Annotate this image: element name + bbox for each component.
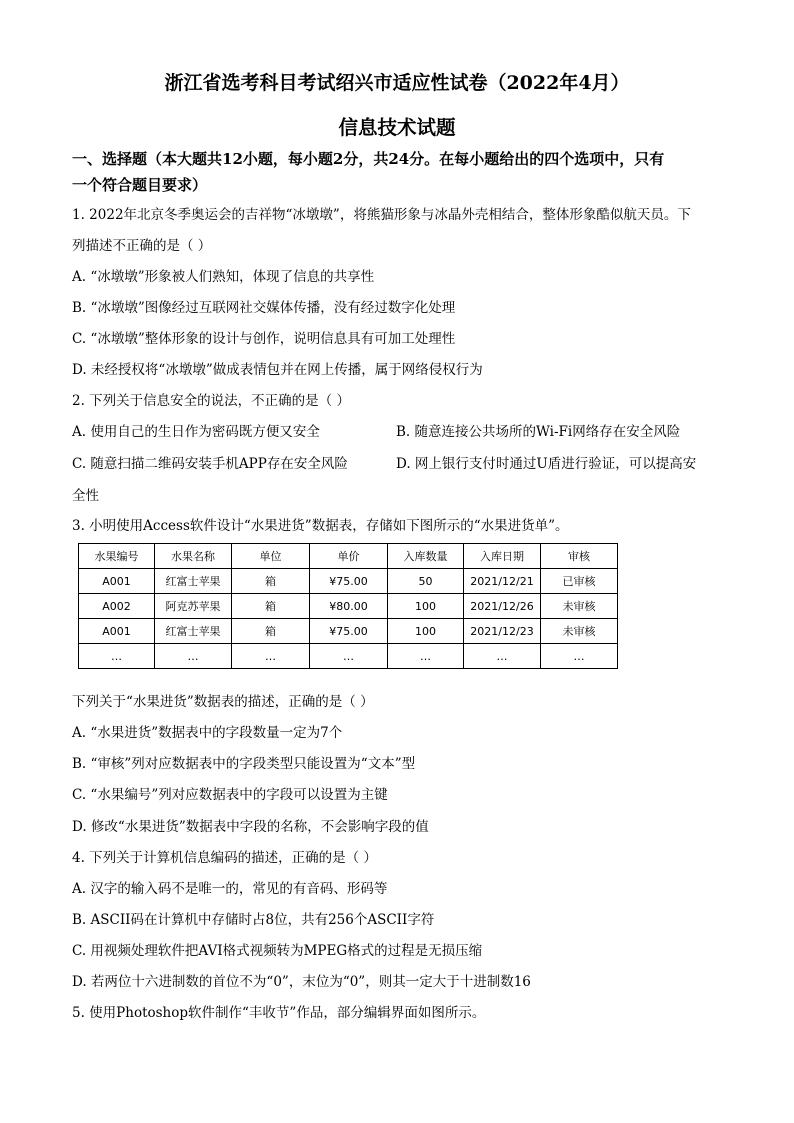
q1-option-b: B. “冰墩墩”图像经过互联网社交媒体传播，没有经过数字化处理 (72, 300, 456, 316)
table-cell: 箱 (232, 569, 310, 594)
q3-option-c: C. “水果编号”列对应数据表中的字段可以设置为主键 (72, 787, 388, 803)
table-header-cell: 水果编号 (79, 544, 155, 569)
section-heading-line1: 一、选择题（本大题共12小题，每小题2分，共24分。在每小题给出的四个选项中，只有 (72, 150, 665, 168)
table-cell: 红富士苹果 (155, 569, 232, 594)
q2-option-c: C. 随意扫描二维码安装手机APP存在安全风险 (72, 456, 348, 472)
table-cell: 红富士苹果 (155, 619, 232, 644)
q3-option-d: D. 修改“水果进货”数据表中字段的名称，不会影响字段的值 (72, 819, 429, 835)
table-cell: 已审核 (541, 569, 618, 594)
q2-option-d-cont: 全性 (72, 488, 99, 504)
table-cell: 阿克苏苹果 (155, 594, 232, 619)
q4-stem: 4. 下列关于计算机信息编码的描述，正确的是（ ） (72, 850, 377, 866)
table-cell: 箱 (232, 619, 310, 644)
table-cell: A001 (79, 619, 155, 644)
table-header-cell: 入库数量 (388, 544, 464, 569)
table-cell: … (310, 644, 388, 669)
q1-option-a: A. “冰墩墩”形象被人们熟知，体现了信息的共享性 (72, 269, 375, 285)
table-cell: ¥75.00 (310, 619, 388, 644)
table-cell: 2021/12/21 (464, 569, 541, 594)
table-cell: 未审核 (541, 594, 618, 619)
exam-subtitle: 信息技术试题 (338, 116, 456, 139)
q3-stem2: 下列关于“水果进货”数据表的描述，正确的是（ ） (72, 694, 374, 710)
table-cell: 箱 (232, 594, 310, 619)
table-cell: ¥75.00 (310, 569, 388, 594)
q4-option-d: D. 若两位十六进制数的首位不为“0”，末位为“0”，则其一定大于十进制数16 (72, 974, 531, 990)
q4-option-c: C. 用视频处理软件把AVI格式视频转为MPEG格式的过程是无损压缩 (72, 943, 483, 959)
q1-stem-line1: 1. 2022年北京冬季奥运会的吉祥物“冰墩墩”，将熊猫形象与冰晶外壳相结合，整体形象酷似航天员。下 (72, 207, 691, 223)
table-row (79, 594, 618, 619)
table-cell: 2021/12/23 (464, 619, 541, 644)
q1-option-d: D. 未经授权将“冰墩墩”做成表情包并在网上传播，属于网络侵权行为 (72, 362, 483, 378)
table-cell: … (541, 644, 618, 669)
q3-stem: 3. 小明使用Access软件设计“水果进货”数据表，存储如下图所示的“水果进货单”。 (72, 518, 569, 534)
table-cell: … (79, 644, 155, 669)
table-cell: 2021/12/26 (464, 594, 541, 619)
table-cell: … (232, 644, 310, 669)
table-row (79, 644, 618, 669)
q2-option-a: A. 使用自己的生日作为密码既方便又安全 (72, 424, 320, 440)
q2-stem: 2. 下列关于信息安全的说法，不正确的是（ ） (72, 393, 350, 409)
section-heading-line2: 一个符合题目要求） (72, 176, 208, 194)
table-cell: … (388, 644, 464, 669)
table-cell: 100 (388, 619, 464, 644)
q4-option-a: A. 汉字的输入码不是唯一的，常见的有音码、形码等 (72, 881, 388, 897)
table-cell: 未审核 (541, 619, 618, 644)
table-row (79, 569, 618, 594)
q4-option-b: B. ASCII码在计算机中存储时占8位，共有256个ASCII字符 (72, 912, 435, 928)
q3-option-a: A. “水果进货”数据表中的字段数量一定为7个 (72, 725, 343, 741)
table-row (79, 619, 618, 644)
exam-title: 浙江省选考科目考试绍兴市适应性试卷（2022年4月） (164, 72, 630, 94)
table-cell: 100 (388, 594, 464, 619)
fruit-purchase-table (78, 543, 618, 669)
q3-option-b: B. “审核”列对应数据表中的字段类型只能设置为“文本”型 (72, 756, 416, 772)
q1-option-c: C. “冰墩墩”整体形象的设计与创作，说明信息具有可加工处理性 (72, 331, 456, 347)
table-cell: ¥80.00 (310, 594, 388, 619)
table-header-cell: 单位 (232, 544, 310, 569)
q5-stem: 5. 使用Photoshop软件制作“丰收节”作品，部分编辑界面如图所示。 (72, 1005, 486, 1021)
table-header-cell: 单价 (310, 544, 388, 569)
table-cell: … (464, 644, 541, 669)
table-cell: A002 (79, 594, 155, 619)
table-cell: 50 (388, 569, 464, 594)
table-cell: A001 (79, 569, 155, 594)
table-header-cell: 审核 (541, 544, 618, 569)
table-cell: … (155, 644, 232, 669)
q1-stem-line2: 列描述不正确的是（ ） (72, 238, 212, 254)
table-header-cell: 水果名称 (155, 544, 232, 569)
q2-option-b: B. 随意连接公共场所的Wi-Fi网络存在安全风险 (396, 424, 681, 440)
table-header-cell: 入库日期 (464, 544, 541, 569)
table-header-row (79, 544, 618, 569)
q2-option-d: D. 网上银行支付时通过U盾进行验证，可以提高安 (396, 456, 697, 472)
